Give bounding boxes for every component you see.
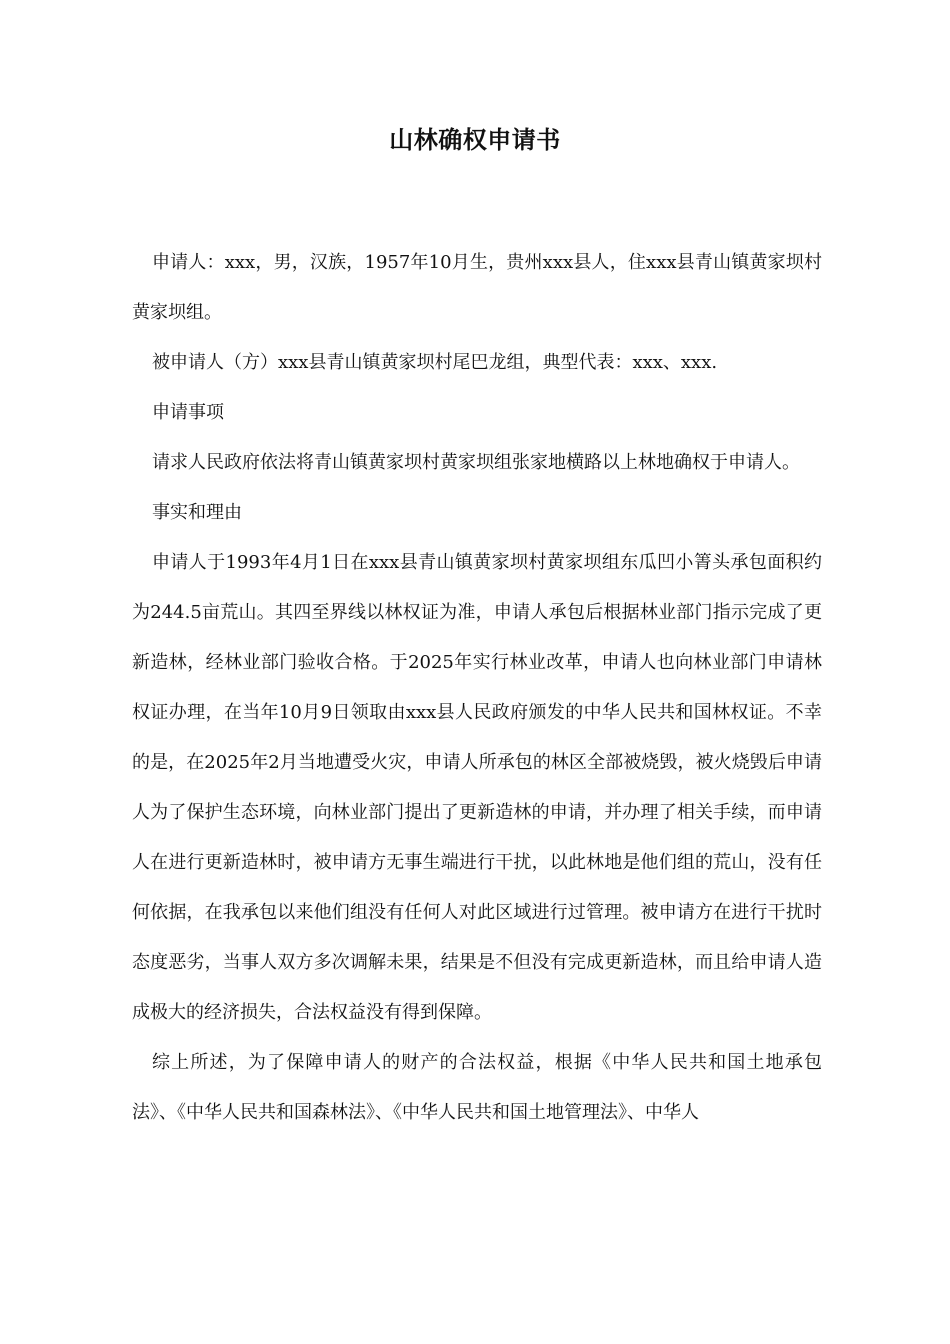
applicant-paragraph: 申请人：xxx，男，汉族，1957年10月生，贵州xxx县人，住xxx县青山镇黄家坝村黄家坝组。: [132, 252, 822, 323]
request-paragraph: 请求人民政府依法将青山镇黄家坝村黄家坝组张家地横路以上林地确权于申请人。: [152, 452, 800, 473]
respondent-paragraph: 被申请人（方）xxx县青山镇黄家坝村尾巴龙组，典型代表：xxx、xxx.: [152, 352, 718, 373]
facts-paragraph: 申请人于1993年4月1日在xxx县青山镇黄家坝村黄家坝组东瓜凹小箐头承包面积约为244.5亩荒山。其四至界线以林权证为准，申请人承包后根据林业部门指示完成了更新造林，经林业部门验收合格。于2025年实行林业改革，申请人也向林业部门申请林权证办理，在当年10月9日领取由xxx县人民政府颁发的中华人民共和国林权证。不幸的是，在2025年2月当地遭受火灾，申请人所承包的林区全部被烧毁，被火烧毁后申请人为了保护生态环境，向林业部门提出了更新造林的申请，并办理了相关手续，而申请人在进行更新造林时，被申请方无事生端进行干扰，以此林地是他们组的荒山，没有任何依据，在我承包以来他们组没有任何人对此区域进行过管理。被申请方在进行干扰时态度恶劣，当事人双方多次调解未果，结果是不但没有完成更新造林，而且给申请人造成极大的经济损失，合法权益没有得到保障。: [132, 552, 822, 1023]
document-title: 山林确权申请书: [389, 126, 561, 154]
conclusion-paragraph: 综上所述，为了保障申请人的财产的合法权益，根据《中华人民共和国土地承包法》、《中华人民共和国森林法》、《中华人民共和国土地管理法》、中华人: [132, 1052, 822, 1123]
facts-heading: 事实和理由: [152, 502, 242, 523]
document-body: [132, 238, 822, 1138]
request-heading: 申请事项: [152, 402, 224, 423]
